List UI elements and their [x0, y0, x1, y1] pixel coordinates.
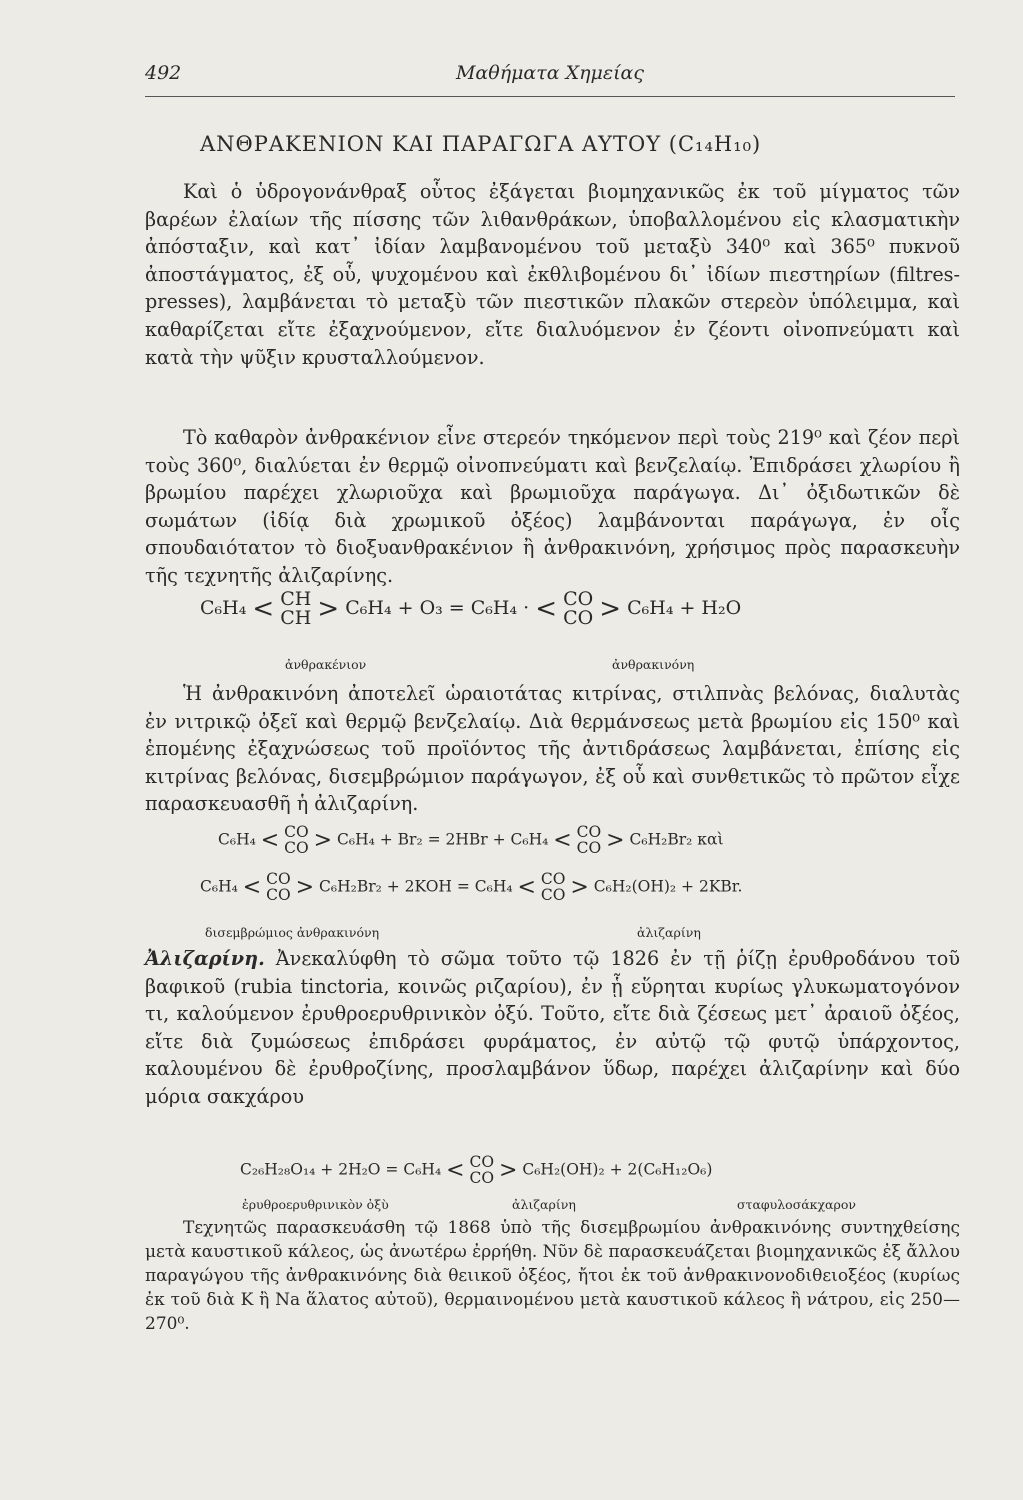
page-header [145, 62, 955, 92]
paragraph-4: Ἀλιζαρίνη. Ἀνεκαλύφθη τὸ σῶμα τοῦτο τῷ 1826 ἐν τῇ ῥίζῃ ἐρυθροδάνου τοῦ βαφικοῦ (rubia tinctoria, κοινῶς ριζαρίου), ἐν ᾗ εὕρηται κυρίως γλυκωματογόνον τι, καλούμενον ἐρυθροερυθρινικὸν ὀξύ. Τοῦτο, εἴτε διὰ ζέσεως μετ᾽ ἀραιοῦ ὀξέος, εἴτε διὰ ζυμώσεως ἐπιδράσει φυράματος, ἐν αὐτῷ τῷ φυτῷ ὑπάρχοντος, καλουμένου δὲ ἐρυθροζίνης, προσλαμβάνον ὕδωρ, παρέχει ἀλιζαρίνην καὶ δύο μόρια σακχάρου [145, 947, 960, 1108]
caption-anthraquinone: ἀνθρακινόνη [612, 657, 695, 672]
caption-dibromo-anthraquinone: δισεμβρώμιος ἀνθρακινόνη [205, 925, 380, 940]
caption-anthracene: ἀνθρακένιον [285, 657, 367, 672]
formula-hydrolysis: C₂₆H₂₈O₁₄ + 2H₂O = C₆H₄ < CO CO > C₆H₂(OH)₂ + 2(C₆H₁₂O₆) [240, 1153, 713, 1187]
paragraph-2: Τὸ καθαρὸν ἀνθρακένιον εἶνε στερεόν τηκόμενον περὶ τοὺς 219⁰ καὶ ζέον περὶ τοὺς 360⁰, διαλύεται ἐν θερμῷ οἰνοπνεύματι καὶ βενζελαίῳ. Ἐπιδράσει χλωρίου ἢ βρωμίου παρέχει χλωριοῦχα καὶ βρωμιοῦχα παράγωγα. Δι᾽ ὀξιδωτικῶν δὲ σωμάτων (ἰδίᾳ διὰ χρωμικοῦ ὀξέος) λαμβάνονται παράγωγα, ἐν οἷς σπουδαιότατον τὸ διοξυανθρακένιον ἢ ἀνθρακινόνη, χρήσιμος πρὸς παρασκευὴν τῆς τεχνητῆς ἀλιζαρίνης. [145, 426, 960, 587]
paragraph-5: Τεχνητῶς παρασκευάσθη τῷ 1868 ὑπὸ τῆς δισεμβρωμίου ἀνθρακινόνης συντηχθείσης μετὰ καυστικοῦ κάλεος, ὡς ἀνωτέρω ἐρρήθη. Νῦν δὲ παρασκευάζεται βιομηχανικῶς ἐξ ἄλλου παραγώγου τῆς ἀνθρακινόνης διὰ θειικοῦ ὀξέος, ἤτοι ἐκ τοῦ ἀνθρακινονοδιθειοξέος (κυρίως ἐκ τοῦ διὰ K ἢ Na ἅλατος αὐτοῦ), θερμαινομένου μετὰ καυστικοῦ κάλεος ἢ νάτρου, εἰς 250—270⁰. [145, 1218, 960, 1334]
caption-glucose: σταφυλοσάκχαρον [737, 1197, 856, 1212]
alizarin-heading: Ἀλιζαρίνη. [145, 947, 265, 970]
caption-ruberythric-acid: ἐρυθροερυθρινικὸν ὀξὺ [242, 1197, 389, 1212]
formula-bromination: C₆H₄ < CO CO > C₆H₄ + Br₂ = 2HBr + C₆H₄ < CO CO > C₆H₂Br₂ καὶ [218, 823, 724, 857]
page-number: 492 [145, 62, 182, 84]
running-title: Μαθήματα Χημείας [455, 62, 645, 84]
caption-alizarin-2: ἀλιζαρίνη [512, 1197, 576, 1212]
paragraph-1: Καὶ ὁ ὑδρογονάνθραξ οὗτος ἐξάγεται βιομηχανικῶς ἐκ τοῦ μίγματος τῶν βαρέων ἐλαίων τῆς πίσσης τῶν λιθανθράκων, ὑποβαλλομένου εἰς κλασματικὴν ἀπόσταξιν, καὶ κατ᾽ ἰδίαν λαμβανομένου τοῦ μεταξὺ 340⁰ καὶ 365⁰ πυκνοῦ ἀποστάγματος, ἐξ οὗ, ψυχομένου καὶ ἐκθλιβομένου δι᾽ ἰδίων πιεστηρίων (filtres-presses), λαμβάνεται τὸ μεταξὺ τῶν πιεστικῶν πλακῶν στερεὸν ὑπόλειμμα, καὶ καθαρίζεται εἴτε ἐξαχνούμενον, εἴτε διαλυόμενον ἐν ζέοντι οἰνοπνεύματι καὶ κατὰ τὴν ψῦξιν κρυσταλλούμενον. [145, 180, 960, 369]
header-rule [145, 96, 955, 97]
caption-alizarin: ἀλιζαρίνη [637, 925, 701, 940]
section-title: ΑΝΘΡΑΚΕΝΙΟΝ ΚΑΙ ΠΑΡΑΓΩΓΑ ΑΥΤΟΥ (C₁₄H₁₀) [200, 132, 762, 156]
formula-anthracene-oxidation: C₆H₄ < CH CH > C₆H₄ + O₃ = C₆H₄ · < CO CO > C₆H₄ + H₂O [200, 588, 742, 629]
formula-alizarin-synthesis: C₆H₄ < CO CO > C₆H₂Br₂ + 2KOH = C₆H₄ < CO CO > C₆H₂(OH)₂ + 2KBr. [200, 870, 743, 904]
paragraph-3: Ἡ ἀνθρακινόνη ἀποτελεῖ ὡραιοτάτας κιτρίνας, στιλπνὰς βελόνας, διαλυτὰς ἐν νιτρικῷ ὀξεῖ καὶ θερμῷ βενζελαίῳ. Διὰ θερμάνσεως μετὰ βρωμίου εἰς 150⁰ καὶ ἑπομένης ἐξαχνώσεως τοῦ προϊόντος τῆς ἀντιδράσεως λαμβάνεται, ἐπίσης εἰς κιτρίνας βελόνας, δισεμβρώμιον παράγωγον, ἐξ οὗ καὶ συνθετικῶς τὸ πρῶτον εἶχε παρασκευασθῆ ἡ ἀλιζαρίνη. [145, 682, 960, 816]
